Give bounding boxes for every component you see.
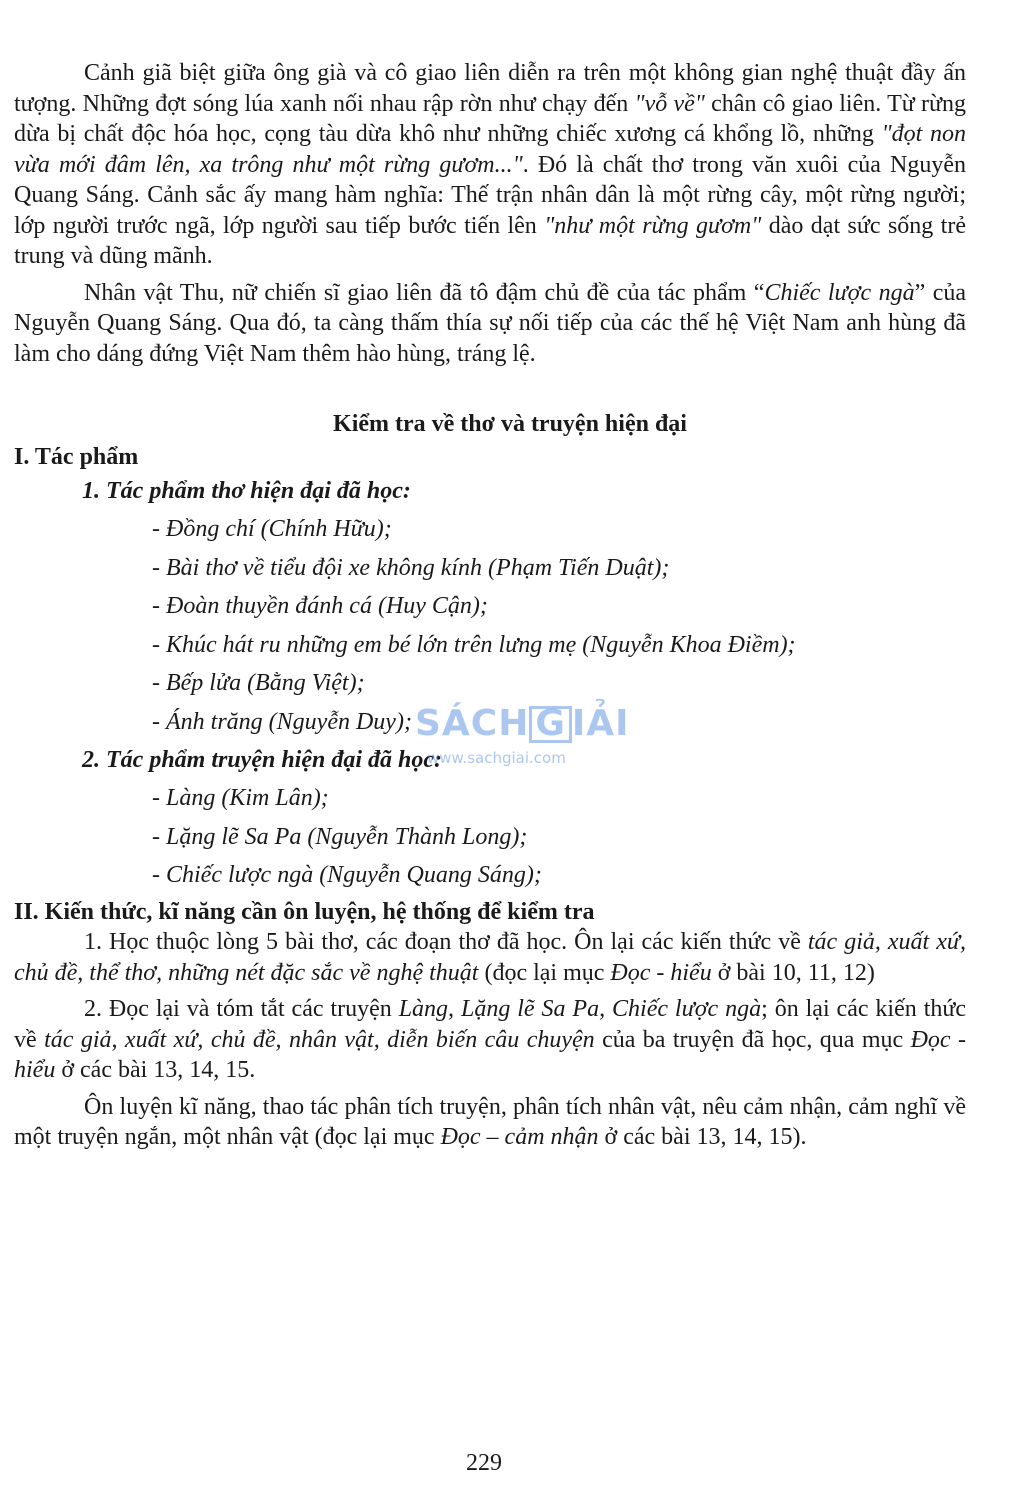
- subsection-poems-title: 1. Tác phẩm thơ hiện đại đã học:: [82, 478, 411, 504]
- story-list: [14, 779, 966, 895]
- text-run: của ba truyện đã học, qua mục: [594, 1026, 911, 1053]
- italic-run: tác giả, xuất xứ, chủ đề, nhân vật, diễn biến câu chuyện: [44, 1026, 595, 1053]
- text-run: chân cô giao liên. Từ rừng dừa bị chất độc hóa học, cọng tàu dừa khô như những chiếc xương cá khổng lồ, những: [14, 90, 967, 147]
- text-run: Ôn luyện kĩ năng, thao tác phân tích truyện, phân tích nhân vật, nêu cảm nhận, cảm nghĩ về một truyện ngắn, một nhân vật (đọc lại mục: [14, 1093, 966, 1150]
- list-item: - Đoàn thuyền đánh cá (Huy Cận);: [152, 593, 488, 619]
- text-run: 1. Học thuộc lòng 5 bài thơ, các đoạn thơ đã học. Ôn lại các kiến thức về: [84, 929, 808, 955]
- list-item: - Đồng chí (Chính Hữu);: [152, 516, 392, 542]
- list-item: - Lặng lẽ Sa Pa (Nguyễn Thành Long);: [152, 823, 528, 850]
- text-run: ” của Nguyễn Quang Sáng. Qua đó, ta càng thấm thía sự nối tiếp của các thế hệ Việt Nam anh hùng đã làm cho dáng đứng Việt Nam thêm hào hùng, tráng lệ.: [14, 279, 966, 367]
- text-run: Cảnh giã biệt giữa ông già và cô giao liên diễn ra trên một không gian nghệ thuật đầy ấn tượng. Những đợt sóng lúa xanh nối nhau rập rờn như chạy đến: [14, 60, 966, 117]
- paragraph-item-2: [14, 994, 966, 1086]
- text-run: ở bài 10, 11, 12): [711, 959, 875, 986]
- italic-run: Đọc - hiểu: [610, 959, 712, 986]
- text-run: (đọc lại mục: [478, 959, 611, 986]
- text-run: ở các bài 13, 14, 15).: [598, 1124, 807, 1150]
- watermark-url: www.sachgiai.com: [427, 748, 566, 767]
- poem-list: [14, 510, 966, 741]
- text-run: dào dạt sức sống trẻ trung và dũng mãnh.: [14, 212, 966, 269]
- subsection-stories-title: 2. Tác phẩm truyện hiện đại đã học:: [82, 747, 443, 773]
- italic-run: Làng, Lặng lẽ Sa Pa, Chiếc lược ngà: [398, 996, 762, 1022]
- page-content: [14, 58, 966, 1153]
- paragraph-item-1: [14, 927, 966, 988]
- list-item: - Làng (Kim Lân);: [152, 785, 329, 811]
- text-run: Nhân vật Thu, nữ chiến sĩ giao liên đã tô đậm chủ đề của tác phẩm “: [84, 279, 765, 306]
- watermark-text-right: IẢI: [571, 703, 630, 744]
- page-number: 229: [466, 1450, 502, 1476]
- italic-run: Đọc – cảm nhận: [440, 1124, 599, 1150]
- text-run: ; ôn lại các kiến thức về: [14, 996, 967, 1053]
- paragraph-character-thu: [14, 278, 966, 370]
- list-item: - Bếp lửa (Bằng Việt);: [152, 670, 365, 696]
- section-heading: Kiểm tra về thơ và truyện hiện đại: [333, 411, 687, 437]
- list-item: - Bài thơ về tiểu đội xe không kính (Phạm Tiến Duật);: [152, 554, 670, 581]
- italic-run: Đọc - hiểu: [14, 1026, 966, 1083]
- paragraph-farewell-scene: [14, 58, 966, 272]
- section-1-title: I. Tác phẩm: [14, 443, 139, 470]
- list-item: - Khúc hát ru những em bé lớn trên lưng mẹ (Nguyễn Khoa Điềm);: [152, 631, 796, 658]
- watermark-text-left: SÁCH: [415, 703, 530, 744]
- quote-rung-guom: "như một rừng gươm": [544, 212, 762, 239]
- watermark-text-box: G: [529, 706, 572, 743]
- quote-vo-ve: "vỗ về": [634, 90, 705, 117]
- text-run: . Đó là chất thơ trong văn xuôi của Nguyễn Quang Sáng. Cảnh sắc ấy mang hàm nghĩa: Thế trận nhân dân là một rừng cây, một rừng người; lớp người trước ngã, lớp người sau tiếp bước tiến lên: [14, 151, 966, 239]
- list-item: - Chiếc lược ngà (Nguyễn Quang Sáng);: [152, 862, 542, 888]
- work-title-chiec-luoc-nga: Chiếc lược ngà: [764, 279, 915, 306]
- italic-run: tác giả, xuất xứ, chủ đề, thể thơ, những nét đặc sắc về nghệ thuật: [14, 929, 966, 986]
- section-2-title: II. Kiến thức, kĩ năng cần ôn luyện, hệ thống để kiểm tra: [14, 898, 595, 925]
- quote-dot-non: "đọt non vừa mới đâm lên, xa trông như một rừng gươm...": [14, 121, 966, 178]
- list-item: - Ánh trăng (Nguyễn Duy);: [152, 708, 412, 735]
- text-run: 2. Đọc lại và tóm tắt các truyện: [84, 996, 399, 1022]
- paragraph-item-3: [14, 1092, 966, 1153]
- text-run: ở các bài 13, 14, 15.: [55, 1057, 256, 1083]
